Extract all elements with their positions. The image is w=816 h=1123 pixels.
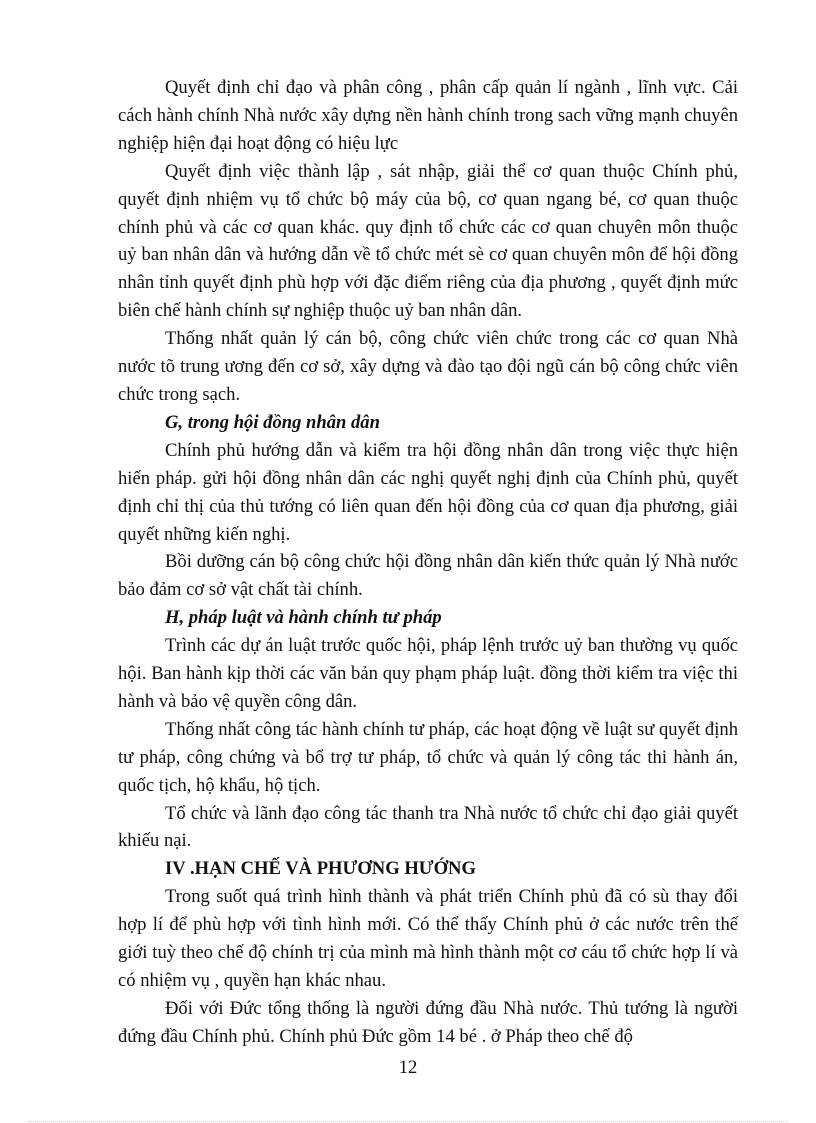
page-number: 12 xyxy=(398,1057,418,1078)
footer-divider xyxy=(28,1121,788,1122)
paragraph: Bồi dưỡng cán bộ công chức hội đồng nhân dân kiến thức quản lý Nhà nước bảo đảm cơ sở vật chất tài chính. xyxy=(118,551,738,601)
paragraph: Thống nhất quản lý cán bộ, công chức viên chức trong các cơ quan Nhà nước tõ trung ương đến cơ sở, xây dựng và đào tạo đội ngũ cán bộ công chức viên chức trong sạch. xyxy=(118,328,738,405)
paragraph: Quyết định việc thành lập , sát nhập, giải thể cơ quan thuộc Chính phủ, quyết định nhiệm vụ tổ chức bộ máy của bộ, cơ quan ngang bé, cơ quan thuộc chính phủ và các cơ quan khác. quy định tổ chức các cơ quan chuyên môn thuộc uỷ ban nhân dân và hướng dẫn về tổ chức mét sè cơ quan chuyên môn để hội đồng nhân tỉnh quyết định phù hợp với đặc điểm riêng của địa phương , quyết định mức biên chế hành chính sự nghiệp thuộc uỷ ban nhân dân. xyxy=(118,160,738,322)
paragraph: Tổ chức và lãnh đạo công tác thanh tra Nhà nước tổ chức chỉ đạo giải quyết khiếu nại. xyxy=(118,802,738,852)
section-heading: G, trong hội đồng nhân dân xyxy=(165,411,380,433)
paragraph: Quyết định chỉ đạo và phân công , phân cấp quản lí ngành , lĩnh vực. Cải cách hành chính Nhà nước xây dựng nền hành chính trong sach vững mạnh chuyên nghiệp hiện đại hoạt động có hiệu lực xyxy=(118,77,738,154)
paragraph: Chính phủ hướng dẫn và kiểm tra hội đồng nhân dân trong việc thực hiện hiến pháp. gửi hội đồng nhân dân các nghị quyết nghị định của Chính phủ, quyết định chỉ thị của thủ tướng có liên quan đến hội đồng của cơ quan địa phương, giải quyết những kiến nghị. xyxy=(118,439,738,545)
paragraph: Trong suốt quá trình hình thành và phát triển Chính phủ đã có sù thay đổi hợp lí để phù hợp với tình hình mới. Có thể thấy Chính phủ ở các nước trên thế giới tuỳ theo chế độ chính trị của mình mà hình thành một cơ cáu tổ chức hợp lí và có nhiệm vụ , quyền hạn khác nhau. xyxy=(118,886,738,991)
paragraph: Trình các dự án luật trước quốc hội, pháp lệnh trước uỷ ban thường vụ quốc hội. Ban hành kịp thời các văn bản quy phạm pháp luật. đồng thời kiểm tra việc thi hành và bảo vệ quyền công dân. xyxy=(118,635,738,712)
chapter-heading: IV .HẠN CHẾ VÀ PHƯƠNG HƯỚNG xyxy=(165,858,476,880)
paragraph: Thống nhất công tác hành chính tư pháp, các hoạt động về luật sư quyết định tư pháp, công chứng và bổ trợ tư pháp, tổ chức và quản lý công tác thi hành án, quốc tịch, hộ khẩu, hộ tịch. xyxy=(118,718,738,796)
document-page xyxy=(118,74,738,1051)
paragraph: Đối với Đức tổng thống là người đứng đầu Nhà nước. Thủ tướng là người đứng đầu Chính phủ. Chính phủ Đức gồm 14 bé . ở Pháp theo chế độ xyxy=(118,997,738,1047)
section-heading: H, pháp luật và hành chính tư pháp xyxy=(165,607,442,629)
